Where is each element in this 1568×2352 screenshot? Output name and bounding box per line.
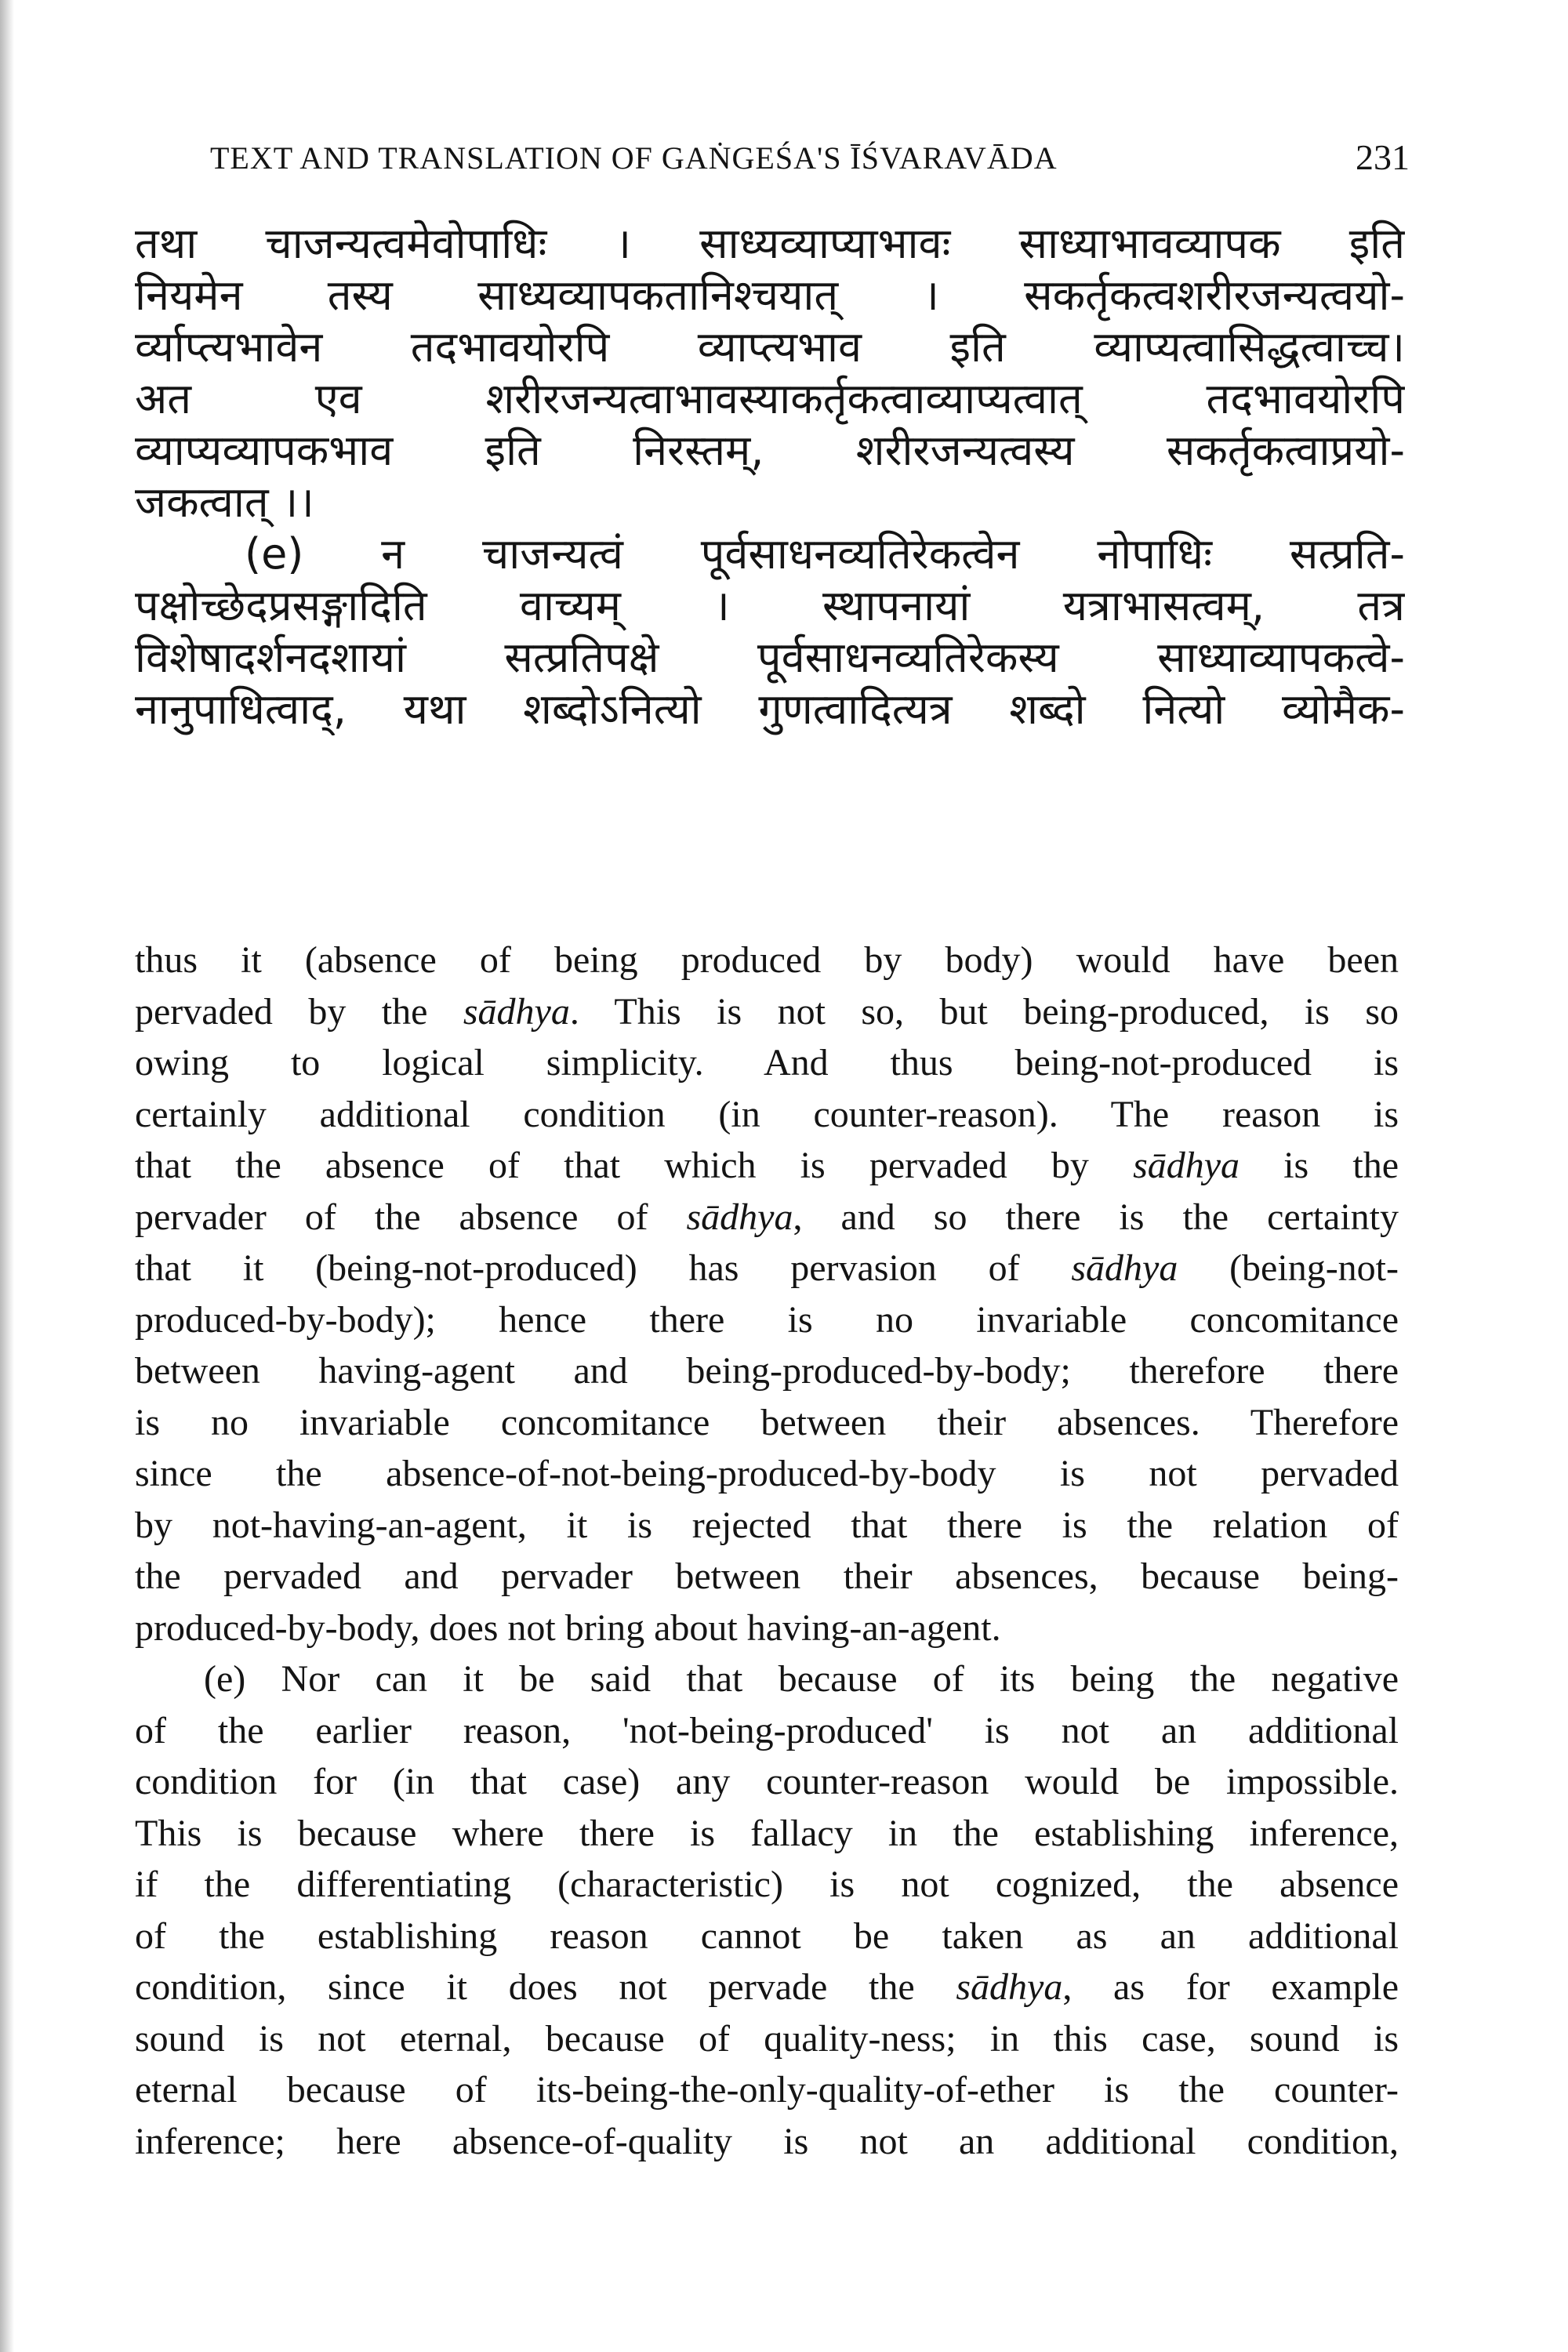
sanskrit-line: र्व्याप्त्यभावेन तदभावयोरपि व्याप्त्यभाव इति व्याप्यत्वासिद्धत्वाच्च। (135, 322, 1405, 372)
sanskrit-line: तथा चाजन्यत्वमेवोपाधिः । साध्यव्याप्याभावः साध्याभावव्यापक इति (135, 219, 1405, 268)
page-number: 231 (1356, 137, 1410, 177)
translation-line: produced-by-body, does not bring about having-an-agent. (135, 1606, 1001, 1649)
translation-line: produced-by-body); hence there is no invariable concomitance (135, 1298, 1399, 1341)
translation-line: since the absence-of-not-being-produced-by-body is not pervaded (135, 1453, 1399, 1494)
translation-line: owing to logical simplicity. And thus being-not-produced is (135, 1042, 1399, 1083)
translation-line: pervader of the absence of sādhya, and so there is the certainty (135, 1196, 1399, 1238)
translation-line: is no invariable concomitance between their absences. Therefore (135, 1401, 1399, 1443)
translation-line: condition, since it does not pervade the sādhya, as for example (135, 1966, 1399, 2008)
translation-line: between having-agent and being-produced-by-body; therefore there (135, 1350, 1399, 1392)
sanskrit-line: जकत्वात् ।। (135, 477, 314, 527)
translation-line: pervaded by the sādhya. This is not so, but being-produced, is so (135, 990, 1399, 1033)
page-gutter-shadow (0, 0, 14, 2352)
translation-line: sound is not eternal, because of quality-ness; in this case, sound is (135, 2017, 1399, 2060)
english-translation (135, 935, 1399, 2167)
translation-line: thus it (absence of being produced by body) would have been (135, 939, 1399, 981)
translation-line: that it (being-not-produced) has pervasion of sādhya (being-not- (135, 1247, 1399, 1289)
translation-line: inference; here absence-of-quality is not an additional condition, (135, 2120, 1399, 2162)
sanskrit-line: व्याप्यव्यापकभाव इति निरस्तम्, शरीरजन्यत्वस्य सकर्तृकत्वाप्रयो- (135, 426, 1405, 475)
translation-line: (e) Nor can it be said that because of its being the negative (204, 1658, 1399, 1700)
sanskrit-line: पक्षोच्छेदप्रसङ्गादिति वाच्यम् । स्थापनायां यत्राभासत्वम्, तत्र (135, 581, 1405, 630)
translation-line: eternal because of its-being-the-only-quality-of-ether is the counter- (135, 2069, 1399, 2111)
sanskrit-line: नानुपाधित्वाद्, यथा शब्दोऽनित्यो गुणत्वादित्यत्र शब्दो नित्यो व्योमैक- (135, 684, 1405, 734)
translation-line: if the differentiating (characteristic) is not cognized, the absence (135, 1864, 1399, 1905)
translation-line: of the establishing reason cannot be taken as an additional (135, 1915, 1399, 1957)
translation-line: of the earlier reason, 'not-being-produced' is not an additional (135, 1709, 1399, 1751)
translation-line: certainly additional condition (in counter-reason). The reason is (135, 1093, 1399, 1135)
translation-line: condition for (in that case) any counter-reason would be impossible. (135, 1761, 1399, 1802)
running-header-title: TEXT AND TRANSLATION OF GAṄGEŚA'S ĪŚVARAVĀDA (210, 140, 1058, 176)
sanskrit-line: (e) न चाजन्यत्वं पूर्वसाधनव्यतिरेकत्वेन नोपाधिः सत्प्रति- (245, 529, 1405, 579)
running-header (210, 137, 1410, 187)
sanskrit-text (135, 218, 1405, 735)
sanskrit-line: अत एव शरीरजन्यत्वाभावस्याकर्तृकत्वाव्याप्यत्वात् तदभावयोरपि (135, 374, 1405, 423)
translation-line: This is because where there is fallacy in the establishing inference, (135, 1812, 1399, 1854)
translation-line: that the absence of that which is pervaded by sādhya is the (135, 1145, 1399, 1186)
sanskrit-line: नियमेन तस्य साध्यव्यापकतानिश्चयात् । सकर्तृकत्वशरीरजन्यत्वयो- (135, 270, 1405, 320)
translation-line: by not-having-an-agent, it is rejected that there is the relation of (135, 1504, 1399, 1546)
sanskrit-line: विशेषादर्शनदशायां सत्प्रतिपक्षे पूर्वसाधनव्यतिरेकस्य साध्याव्यापकत्वे- (135, 633, 1405, 682)
translation-line: the pervaded and pervader between their absences, because being- (135, 1555, 1399, 1597)
